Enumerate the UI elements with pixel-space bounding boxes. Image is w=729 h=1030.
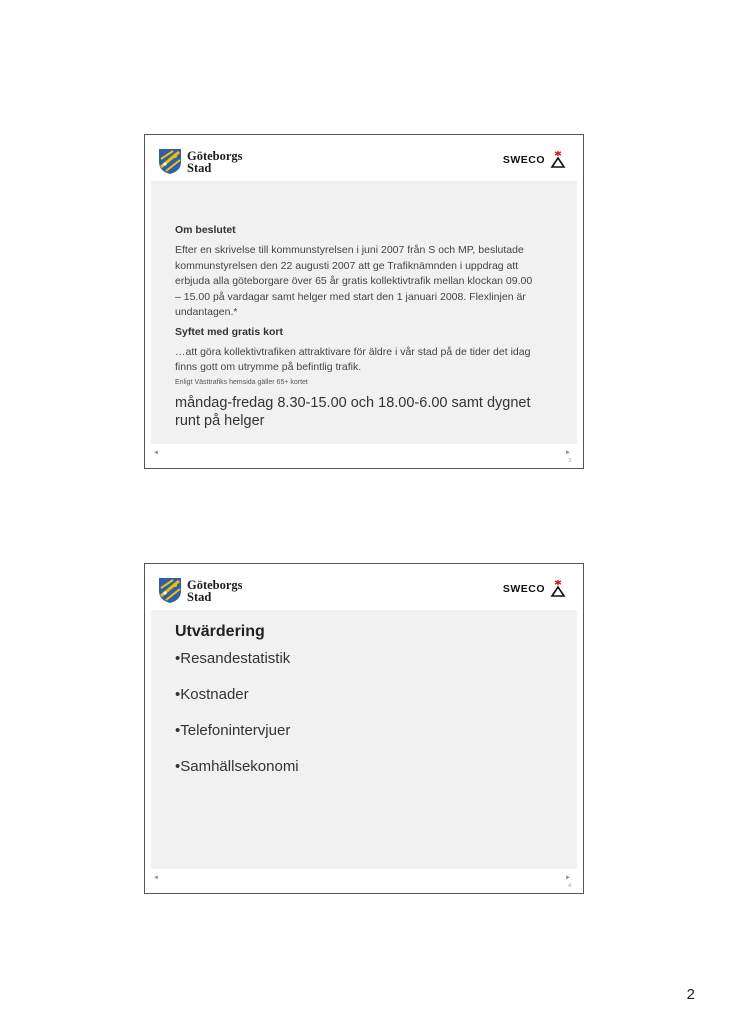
slide-number: 4 xyxy=(568,883,571,889)
decision-paragraph-line: kommunstyrelsen den 22 augusti 2007 att ge Trafiknämnden i uppdrag att xyxy=(175,259,519,272)
section-heading: Om beslutet xyxy=(175,224,236,236)
hours-line: runt på helger xyxy=(175,412,265,429)
slide-header xyxy=(151,570,577,610)
decision-paragraph-line: Efter en skrivelse till kommunstyrelsen i juni 2007 från S och MP, beslutade xyxy=(175,244,524,256)
bullet-item: •Samhällsekonomi xyxy=(175,758,299,775)
org-name-line1: Göteborgs xyxy=(187,578,243,592)
org-name-line2: Stad xyxy=(187,161,212,175)
prev-slide-icon[interactable]: ◄ xyxy=(153,875,159,881)
purpose-heading: Syftet med gratis kort xyxy=(175,325,283,338)
slide-title: Utvärdering xyxy=(175,623,265,640)
sweco-symbol-icon xyxy=(549,578,567,598)
bullet-item: •Telefonintervjuer xyxy=(175,722,291,739)
footnote: Enligt Västtrafiks hemsida gäller 65+ kortet xyxy=(175,378,308,386)
page-number: 2 xyxy=(686,986,695,1003)
slide-content xyxy=(175,224,557,430)
goteborgs-stad-logo xyxy=(157,576,252,606)
prev-slide-icon[interactable]: ◄ xyxy=(153,450,159,456)
purpose-line: …att göra kollektivtrafiken attraktivare för äldre i vår stad på de tider det idag xyxy=(175,345,531,358)
bullet-item: •Kostnader xyxy=(175,686,249,703)
bullet-item: •Resandestatistik xyxy=(175,650,291,667)
hours-line: måndag-fredag 8.30-15.00 och 18.00-6.00 samt dygnet xyxy=(175,394,531,411)
next-slide-icon[interactable]: ► xyxy=(565,875,571,881)
slide-canvas xyxy=(151,141,577,444)
org-name-line2: Stad xyxy=(187,590,212,604)
sweco-logo-text: SWECO xyxy=(502,154,545,166)
goteborgs-stad-logo xyxy=(157,147,252,177)
sweco-symbol-icon xyxy=(549,149,567,169)
slide-header xyxy=(151,141,577,181)
org-name-line1: Göteborgs xyxy=(187,149,243,163)
slide-canvas xyxy=(151,570,577,869)
slide-content xyxy=(175,622,557,776)
slide-number: 3 xyxy=(568,458,571,464)
decision-paragraph-line: undantagen.* xyxy=(175,306,238,318)
slide-3 xyxy=(144,134,584,469)
decision-paragraph-line: erbjuda alla göteborgare över 65 år gratis kollektivtrafik mellan klockan 09.00 xyxy=(175,275,533,287)
city-crest-icon xyxy=(157,147,183,175)
city-crest-icon xyxy=(157,576,183,604)
next-slide-icon[interactable]: ► xyxy=(565,450,571,456)
decision-paragraph-line: – 15.00 på vardagar samt helger med start den 1 januari 2008. Flexlinjen är xyxy=(175,290,526,303)
slide-4 xyxy=(144,563,584,894)
purpose-line: finns gott om utrymme på befintlig trafik. xyxy=(175,361,362,373)
sweco-logo-text: SWECO xyxy=(502,583,545,595)
